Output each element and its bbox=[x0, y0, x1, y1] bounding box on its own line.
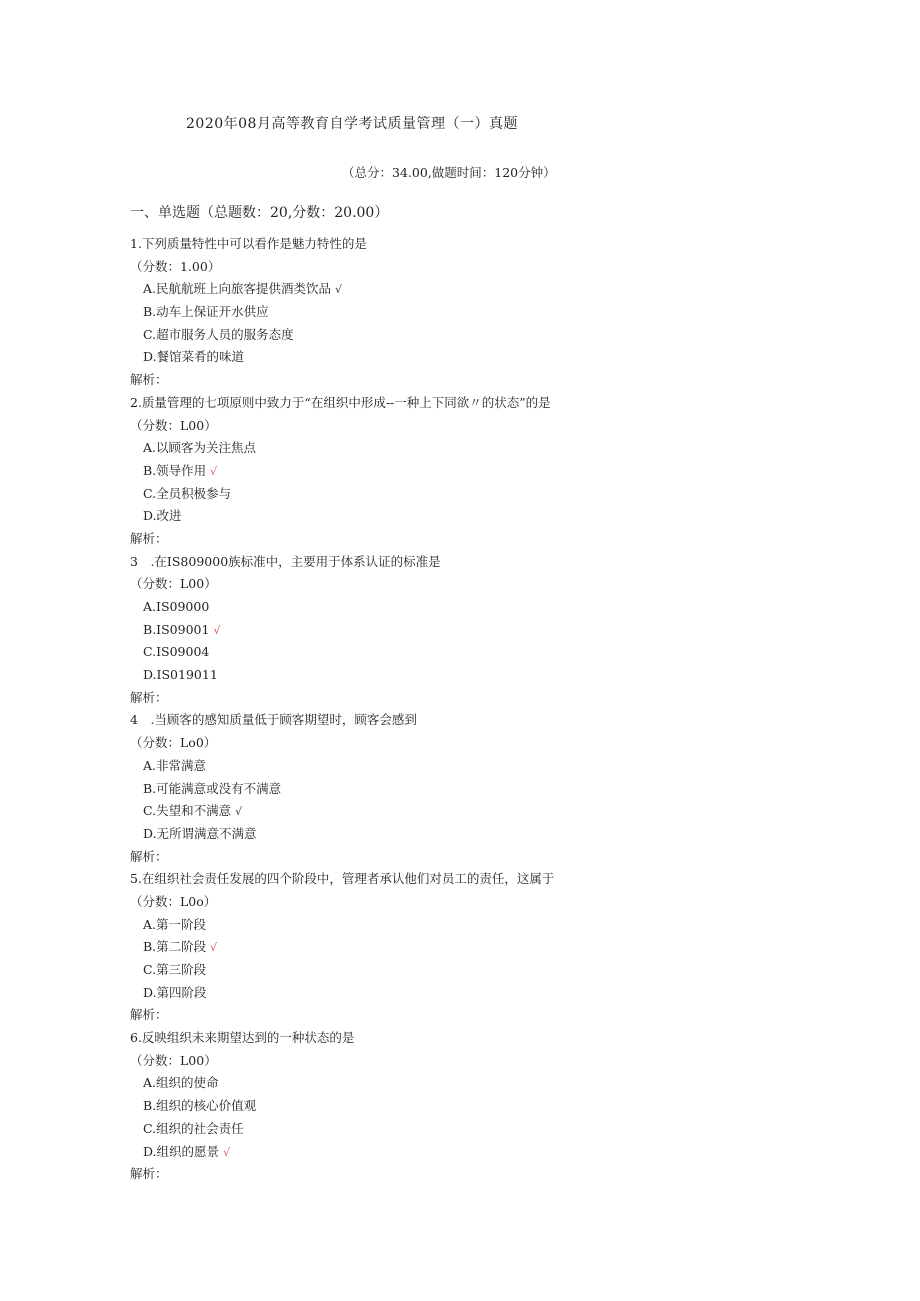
option-label: D.餐馆菜肴的味道 bbox=[143, 349, 245, 365]
question-score: （分数：L00） bbox=[130, 576, 217, 592]
analysis-label: 解析： bbox=[130, 689, 168, 705]
page-title: 2020年08月高等教育自学考试质量管理（一）真题 bbox=[186, 116, 518, 132]
question-list bbox=[130, 233, 890, 1186]
exam-summary: （总分：34.00,做题时间：120分钟） bbox=[342, 165, 556, 180]
question-text: 4 .当顾客的感知质量低于顾客期望时，顾客会感到 bbox=[130, 712, 417, 728]
check-mark-icon: √ bbox=[235, 805, 243, 819]
check-mark-icon: √ bbox=[210, 464, 218, 478]
option-label: C.超市服务人员的服务态度 bbox=[143, 326, 294, 342]
option-c bbox=[130, 324, 890, 347]
question-text: 3 .在IS809000族标准中，主要用于体系认证的标准是 bbox=[130, 553, 441, 569]
option-label: B.可能满意或没有不满意 bbox=[143, 780, 282, 796]
option-b bbox=[130, 778, 890, 801]
question-6 bbox=[130, 1027, 890, 1186]
option-b bbox=[130, 936, 890, 959]
question-3 bbox=[130, 551, 890, 710]
check-mark-icon: √ bbox=[335, 283, 343, 297]
question-text: 6.反映组织未来期望达到的一种状态的是 bbox=[130, 1030, 355, 1046]
question-score: （分数：L0o） bbox=[130, 893, 217, 909]
analysis-label: 解析： bbox=[130, 530, 168, 546]
option-c bbox=[130, 800, 890, 823]
option-d bbox=[130, 982, 890, 1005]
option-label: D.组织的愿景 bbox=[143, 1143, 220, 1159]
question-1 bbox=[130, 233, 890, 392]
option-label: D.无所谓满意不满意 bbox=[143, 825, 257, 841]
option-label: C.失望和不满意 bbox=[143, 803, 232, 819]
question-text: 2.质量管理的七项原则中致力于“在组织中形成--一种上下同欲〃的状态”的是 bbox=[130, 394, 551, 410]
option-d bbox=[130, 1141, 890, 1164]
option-c bbox=[130, 641, 890, 664]
option-label: A.民航航班上向旅客提供酒类饮品 bbox=[143, 281, 332, 297]
option-label: B.第二阶段 bbox=[143, 939, 207, 955]
check-mark-icon: √ bbox=[210, 941, 218, 955]
option-a bbox=[130, 1072, 890, 1095]
question-5 bbox=[130, 868, 890, 1027]
option-b bbox=[130, 619, 890, 642]
option-d bbox=[130, 823, 890, 846]
option-label: C.第三阶段 bbox=[143, 962, 207, 977]
option-a bbox=[130, 278, 890, 301]
option-b bbox=[130, 301, 890, 324]
option-label: B.组织的核心价值观 bbox=[143, 1098, 257, 1114]
option-label: C.全员积极参与 bbox=[143, 485, 232, 501]
option-label: A.组织的使命 bbox=[143, 1075, 219, 1091]
option-a bbox=[130, 437, 890, 460]
option-label: D.第四阶段 bbox=[143, 984, 207, 1000]
question-4 bbox=[130, 709, 890, 868]
analysis-label: 解析： bbox=[130, 1166, 168, 1182]
option-label: A.IS09000 bbox=[143, 599, 210, 614]
option-label: B.领导作用 bbox=[143, 462, 207, 478]
question-score: （分数：L00） bbox=[130, 1052, 217, 1068]
option-label: C.IS09004 bbox=[143, 644, 210, 660]
option-c bbox=[130, 483, 890, 506]
question-text: 1.下列质量特性中可以看作是魅力特性的是 bbox=[130, 236, 367, 251]
option-label: A.非常满意 bbox=[143, 757, 207, 773]
section-heading: 一、单选题（总题数：20,分数：20.00） bbox=[130, 205, 389, 221]
option-label: D.IS019011 bbox=[143, 667, 218, 683]
option-d bbox=[130, 505, 890, 528]
analysis-label: 解析： bbox=[130, 1007, 168, 1023]
option-label: B.IS09001 bbox=[143, 621, 210, 637]
option-c bbox=[130, 1118, 890, 1141]
analysis-label: 解析： bbox=[130, 848, 168, 864]
question-score: （分数：1.00） bbox=[130, 258, 221, 274]
option-label: A.第一阶段 bbox=[143, 916, 207, 932]
option-a bbox=[130, 596, 890, 619]
option-label: C.组织的社会责任 bbox=[143, 1120, 244, 1136]
option-b bbox=[130, 460, 890, 483]
option-a bbox=[130, 755, 890, 778]
question-score: （分数：L00） bbox=[130, 417, 217, 433]
option-d bbox=[130, 664, 890, 687]
check-mark-icon: √ bbox=[223, 1145, 231, 1159]
question-score: （分数：Lo0） bbox=[130, 735, 217, 751]
option-c bbox=[130, 959, 890, 982]
option-label: D.改进 bbox=[143, 508, 182, 524]
option-label: A.以顾客为关注焦点 bbox=[143, 440, 257, 456]
check-mark-icon: √ bbox=[213, 623, 221, 637]
question-2 bbox=[130, 392, 890, 551]
option-b bbox=[130, 1095, 890, 1118]
option-d bbox=[130, 346, 890, 369]
question-text: 5.在组织社会责任发展的四个阶段中，管理者承认他们对员工的责任，这属于 bbox=[130, 871, 555, 887]
option-a bbox=[130, 914, 890, 937]
analysis-label: 解析： bbox=[130, 372, 168, 388]
option-label: B.动车上保证开水供应 bbox=[143, 304, 269, 320]
